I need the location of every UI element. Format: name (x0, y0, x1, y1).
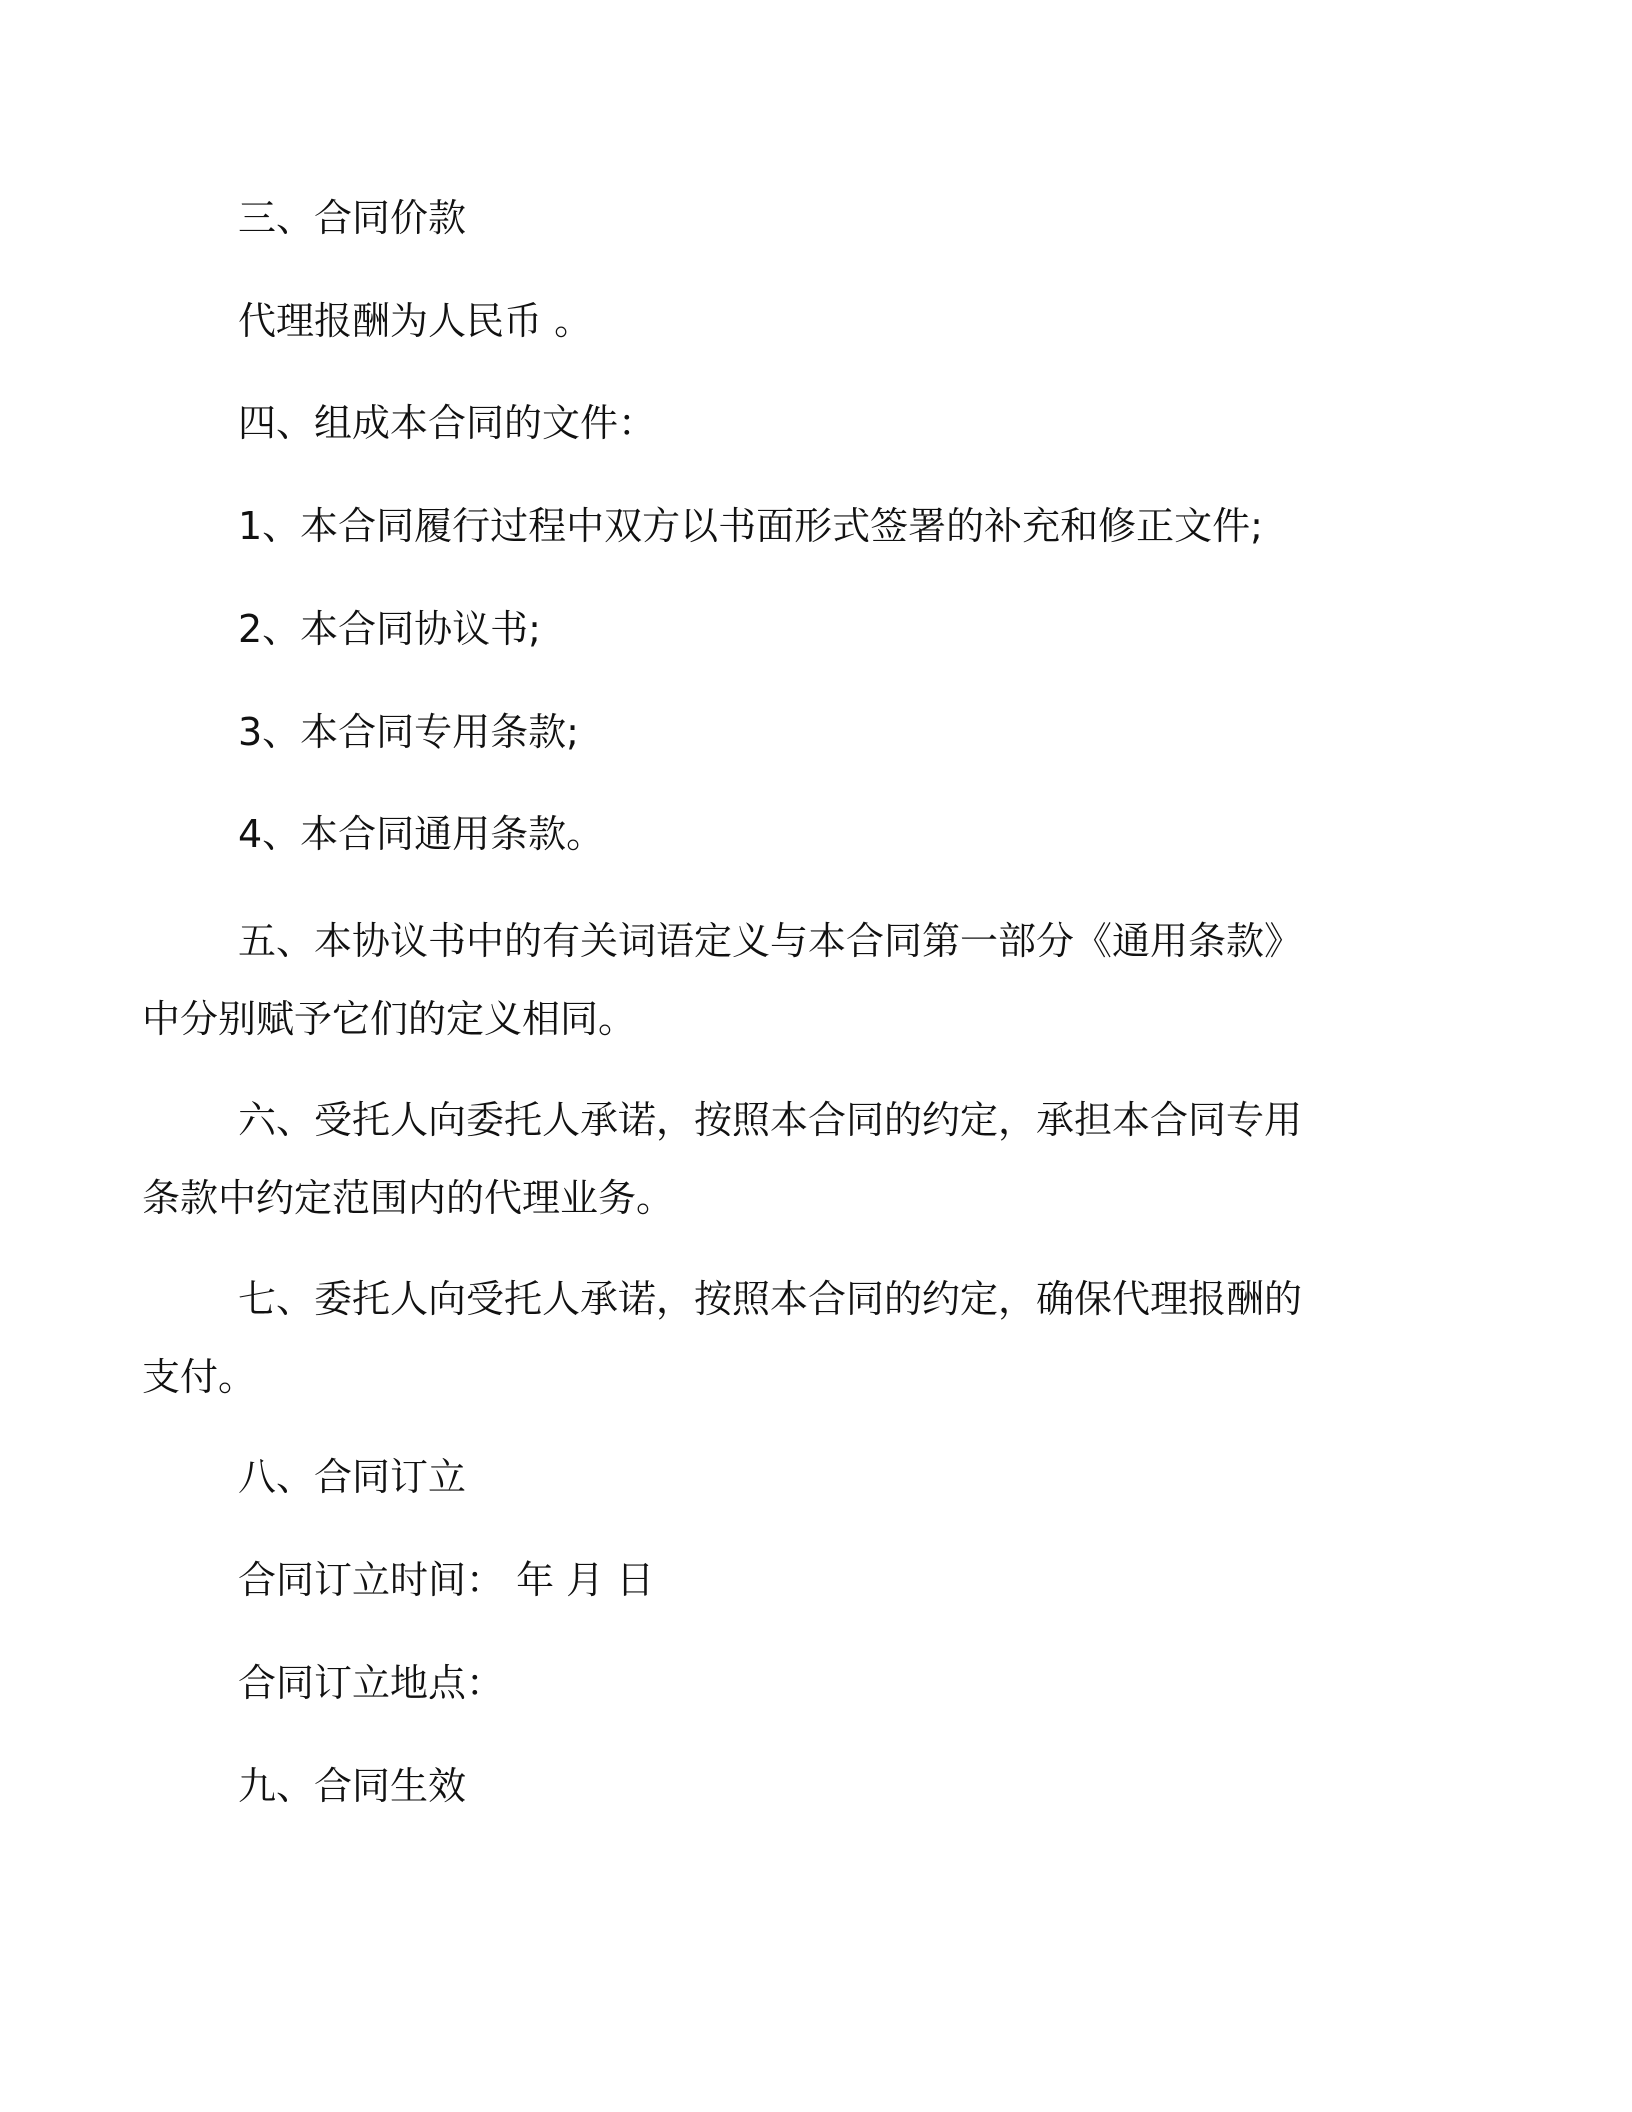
signing-place-line: 合同订立地点： (238, 1661, 505, 1705)
agency-fee-line: 代理报酬为人民币 。 (238, 299, 593, 343)
list-item-1: 1、本合同履行过程中双方以书面形式签署的补充和修正文件; (238, 504, 1263, 548)
paragraph-trustee-commitment-line-2: 条款中约定范围内的代理业务。 (142, 1176, 675, 1220)
paragraph-principal-commitment-line-2: 支付。 (142, 1355, 257, 1399)
list-item-3: 3、本合同专用条款; (238, 710, 579, 754)
section-heading-contract-effect: 九、合同生效 (238, 1764, 467, 1808)
section-heading-contract-price: 三、合同价款 (238, 196, 467, 240)
paragraph-trustee-commitment (142, 1081, 1398, 1237)
signing-date-line: 合同订立时间： 年 月 日 (238, 1558, 655, 1602)
paragraph-definitions-line-2: 中分别赋予它们的定义相同。 (142, 997, 637, 1041)
section-heading-contract-documents: 四、组成本合同的文件： (238, 401, 657, 445)
paragraph-trustee-commitment-line-1: 六、受托人向委托人承诺，按照本合同的约定，承担本合同专用 (238, 1098, 1303, 1142)
list-item-4: 4、本合同通用条款。 (238, 812, 605, 856)
paragraph-principal-commitment-line-1: 七、委托人向受托人承诺，按照本合同的约定，确保代理报酬的 (238, 1277, 1303, 1321)
paragraph-definitions (142, 902, 1398, 1058)
list-item-2: 2、本合同协议书; (238, 607, 541, 651)
paragraph-definitions-line-1: 五、本协议书中的有关词语定义与本合同第一部分《通用条款》 (238, 919, 1303, 963)
paragraph-principal-commitment (142, 1260, 1398, 1416)
section-heading-contract-signing: 八、合同订立 (238, 1455, 467, 1499)
